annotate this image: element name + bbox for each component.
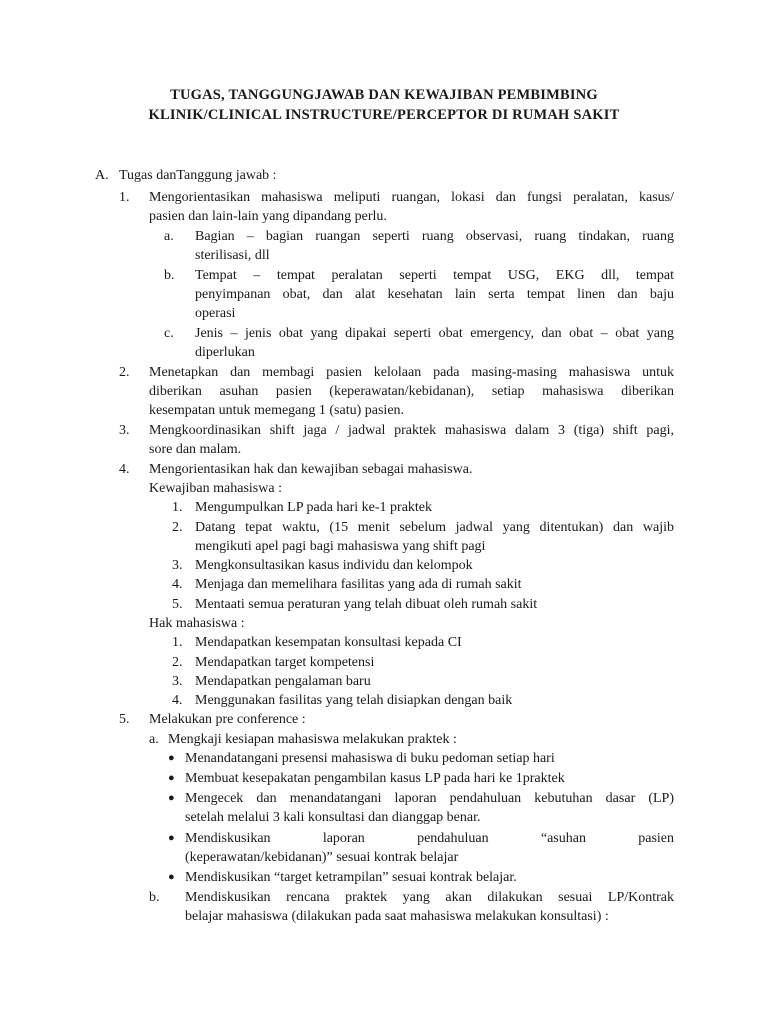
subitem-text-line: operasi bbox=[195, 306, 236, 321]
item-text-line: Menetapkan dan membagi pasien kelolaan pada masing-masing mahasiswa untuk bbox=[149, 365, 674, 380]
bullet-text-line: setelah melalui 3 kali konsultasi dan dianggap benar. bbox=[185, 810, 481, 825]
kewajiban-number: 2. bbox=[172, 520, 183, 535]
subitem-text-line: Tempat – tempat peralatan seperti tempat USG, EKG dll, tempat bbox=[195, 268, 674, 283]
hak-text-line: Mendapatkan pengalaman baru bbox=[195, 674, 371, 689]
item-number: 2. bbox=[119, 365, 130, 380]
bullet-dot-icon: ● bbox=[168, 752, 175, 764]
hak-number: 2. bbox=[172, 655, 183, 670]
item-text-line: Mengorientasikan mahasiswa meliputi ruangan, lokasi dan fungsi peralatan, kasus/ bbox=[149, 190, 674, 205]
hak-text-line: Mendapatkan kesempatan konsultasi kepada CI bbox=[195, 635, 462, 650]
subitem-marker: a. bbox=[149, 732, 159, 747]
bullet-dot-icon: ● bbox=[168, 871, 175, 883]
subitem-text-line: Jenis – jenis obat yang dipakai seperti obat emergency, dan obat – obat yang bbox=[195, 326, 674, 341]
item-text-line: Mengorientasikan hak dan kewajiban sebagai mahasiswa. bbox=[149, 462, 473, 477]
subitem-text-line: sterilisasi, dll bbox=[195, 248, 270, 263]
item-text-line: diberikan asuhan pasien (keperawatan/kebidanan), setiap mahasiswa diberikan bbox=[149, 384, 674, 399]
item-text-line: sore dan malam. bbox=[149, 442, 242, 457]
bullet-text-line: Mendiskusikan laporan pendahuluan “asuhan pasien bbox=[185, 831, 674, 846]
subitem-marker: b. bbox=[164, 268, 175, 283]
item-text-line: Mengkoordinasikan shift jaga / jadwal praktek mahasiswa dalam 3 (tiga) shift pagi, bbox=[149, 423, 674, 438]
bullet-dot-icon: ● bbox=[168, 832, 175, 844]
subitem-text-line: Bagian – bagian ruangan seperti ruang observasi, ruang tindakan, ruang bbox=[195, 229, 674, 244]
kewajiban-text-line: Mentaati semua peraturan yang telah dibuat oleh rumah sakit bbox=[195, 597, 538, 612]
item-text-line: pasien dan lain-lain yang dipandang perlu. bbox=[149, 209, 387, 224]
kewajiban-number: 3. bbox=[172, 558, 183, 573]
subitem-marker: b. bbox=[149, 890, 160, 905]
document-title-line-1: TUGAS, TANGGUNGJAWAB DAN KEWAJIBAN PEMBIMBING bbox=[170, 87, 598, 103]
kewajiban-text-line: Datang tepat waktu, (15 menit sebelum jadwal yang ditentukan) dan wajib bbox=[195, 520, 674, 535]
bullet-text-line: Menandatangani presensi mahasiswa di buku pedoman setiap hari bbox=[185, 751, 555, 766]
kewajiban-number: 1. bbox=[172, 500, 183, 515]
bullet-text-line: (keperawatan/kebidanan)” sesuai kontrak belajar bbox=[185, 850, 459, 865]
item-text-line: kesempatan untuk memegang 1 (satu) pasien. bbox=[149, 403, 405, 418]
item-text-line: Melakukan pre conference : bbox=[149, 712, 306, 727]
kewajiban-text-line: mengikuti apel pagi bagi mahasiswa yang shift pagi bbox=[195, 539, 486, 554]
hak-number: 4. bbox=[172, 693, 183, 708]
kewajiban-number: 4. bbox=[172, 577, 183, 592]
subitem-text-line: Mendiskusikan rencana praktek yang akan dilakukan sesuai LP/Kontrak bbox=[185, 890, 674, 905]
item-number: 1. bbox=[119, 190, 130, 205]
item-number: 4. bbox=[119, 462, 130, 477]
item-number: 3. bbox=[119, 423, 130, 438]
subitem-marker: c. bbox=[164, 326, 174, 341]
hak-label: Hak mahasiswa : bbox=[149, 616, 245, 631]
kewajiban-text-line: Mengkonsultasikan kasus individu dan kelompok bbox=[195, 558, 473, 573]
subitem-marker: a. bbox=[164, 229, 174, 244]
subitem-text-line: penyimpanan obat, dan alat kesehatan lain serta tempat linen dan baju bbox=[195, 287, 674, 302]
kewajiban-number: 5. bbox=[172, 597, 183, 612]
kewajiban-text-line: Menjaga dan memelihara fasilitas yang ada di rumah sakit bbox=[195, 577, 522, 592]
bullet-dot-icon: ● bbox=[168, 792, 175, 804]
kewajiban-label: Kewajiban mahasiswa : bbox=[149, 481, 282, 496]
section-heading: Tugas danTanggung jawab : bbox=[119, 168, 277, 183]
hak-text-line: Menggunakan fasilitas yang telah disiapkan dengan baik bbox=[195, 693, 513, 708]
hak-number: 3. bbox=[172, 674, 183, 689]
hak-number: 1. bbox=[172, 635, 183, 650]
bullet-text-line: Mengecek dan menandatangani laporan pendahuluan kebutuhan dasar (LP) bbox=[185, 791, 674, 806]
hak-text-line: Mendapatkan target kompetensi bbox=[195, 655, 375, 670]
bullet-dot-icon: ● bbox=[168, 772, 175, 784]
item-number: 5. bbox=[119, 712, 130, 727]
kewajiban-text-line: Mengumpulkan LP pada hari ke-1 praktek bbox=[195, 500, 433, 515]
subitem-text-line: diperlukan bbox=[195, 345, 255, 360]
document-title-line-2: KLINIK/CLINICAL INSTRUCTURE/PERCEPTOR DI RUMAH SAKIT bbox=[148, 107, 620, 123]
section-marker: A. bbox=[95, 168, 109, 183]
subitem-text-line: Mengkaji kesiapan mahasiswa melakukan praktek : bbox=[168, 732, 457, 747]
bullet-text-line: Mendiskusikan “target ketrampilan” sesuai kontrak belajar. bbox=[185, 870, 517, 885]
subitem-text-line: belajar mahasiswa (dilakukan pada saat mahasiswa melakukan konsultasi) : bbox=[185, 909, 609, 924]
bullet-text-line: Membuat kesepakatan pengambilan kasus LP pada hari ke 1praktek bbox=[185, 771, 565, 786]
